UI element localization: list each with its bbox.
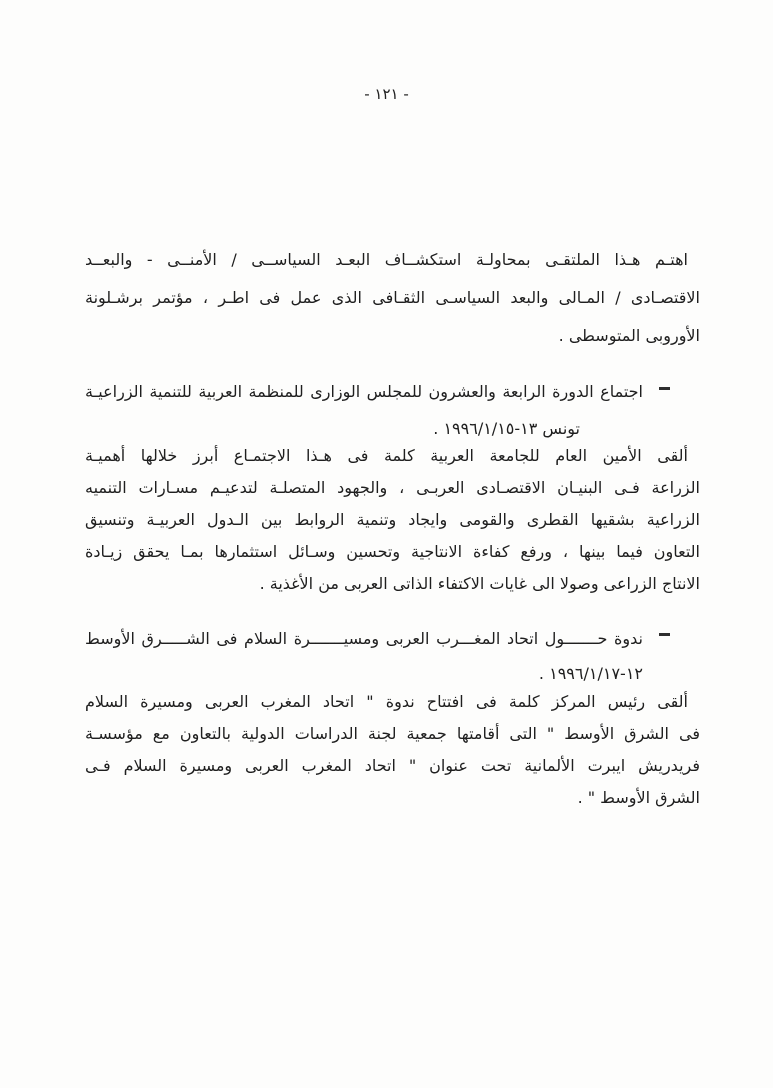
bullet-item-agriculture-meeting bbox=[85, 373, 700, 447]
text-line: الاقتصـادى / المـالى والبعد السياسـى الثقـافى الذى عمل فى اطـر ، مؤتمر برشـلونة bbox=[85, 288, 700, 307]
text-line: فريدريش ايبرت الألمانية تحت عنوان " اتحاد المغرب العربى ومسيرة السلام فـى bbox=[85, 756, 700, 775]
paragraph-center-president-speech bbox=[85, 686, 700, 814]
bullet-item-maghreb-seminar bbox=[85, 621, 700, 691]
date-line: ١٢-١٩٩٦/١/١٧ . bbox=[538, 664, 643, 683]
text-line: فى الشرق الأوسط " التى أقامتها جمعية لجنة الدراسات الدولية بالتعاون مع مؤسسـة bbox=[85, 724, 700, 743]
text-line: ندوة حـــــــول اتحاد المغـــرب العربى ومسيـــــــرة السلام فى الشـــــرق الأوسط bbox=[85, 629, 643, 648]
text-line: ألقى رئيس المركز كلمة فى افتتاح ندوة " اتحاد المغرب العربى ومسيرة السلام bbox=[85, 692, 688, 711]
text-line: الأوروبى المتوسطى . bbox=[558, 326, 700, 345]
text-line: اجتماع الدورة الرابعة والعشرون للمجلس الوزارى للمنظمة العربية للتنمية الزراعيـة bbox=[85, 382, 643, 401]
text-line: الزراعية بشقيها القطرى والقومى وايجاد وتنمية الروابط بين الـدول العربيـة وتنسيق bbox=[85, 510, 700, 529]
text-line: الزراعة فـى البنيـان الاقتصـادى العربـى ، والجهود المتصلـة لتدعيـم مسـارات التنميه bbox=[85, 478, 700, 497]
page-number: - ١٢١ - bbox=[364, 85, 409, 103]
date-line: تونس ١٣-١٩٩٦/١/١٥ . bbox=[433, 419, 580, 438]
text-line: الشرق الأوسط " . bbox=[577, 788, 700, 807]
dash-bullet-icon bbox=[659, 387, 670, 390]
text-line: التعاون فيما بينها ، ورفع كفاءة الانتاجية وتحسين وسـائل استثمارها بمـا يحقق زيـادة bbox=[85, 542, 700, 561]
paragraph-intro bbox=[85, 241, 700, 355]
dash-bullet-icon bbox=[659, 633, 670, 636]
paragraph-secretary-general-speech bbox=[85, 440, 700, 600]
text-line: الانتاج الزراعى وصولا الى غايات الاكتفاء الذاتى العربى من الأغذية . bbox=[259, 574, 700, 593]
text-line: ألقى الأمين العام للجامعة العربية كلمة فى هـذا الاجتمـاع أبرز خلالها أهميـة bbox=[85, 446, 688, 465]
text-line: اهتـم هـذا الملتقـى بمحاولـة استكشــاف البعـد السياســى / الأمنــى - والبعــد bbox=[85, 250, 688, 269]
